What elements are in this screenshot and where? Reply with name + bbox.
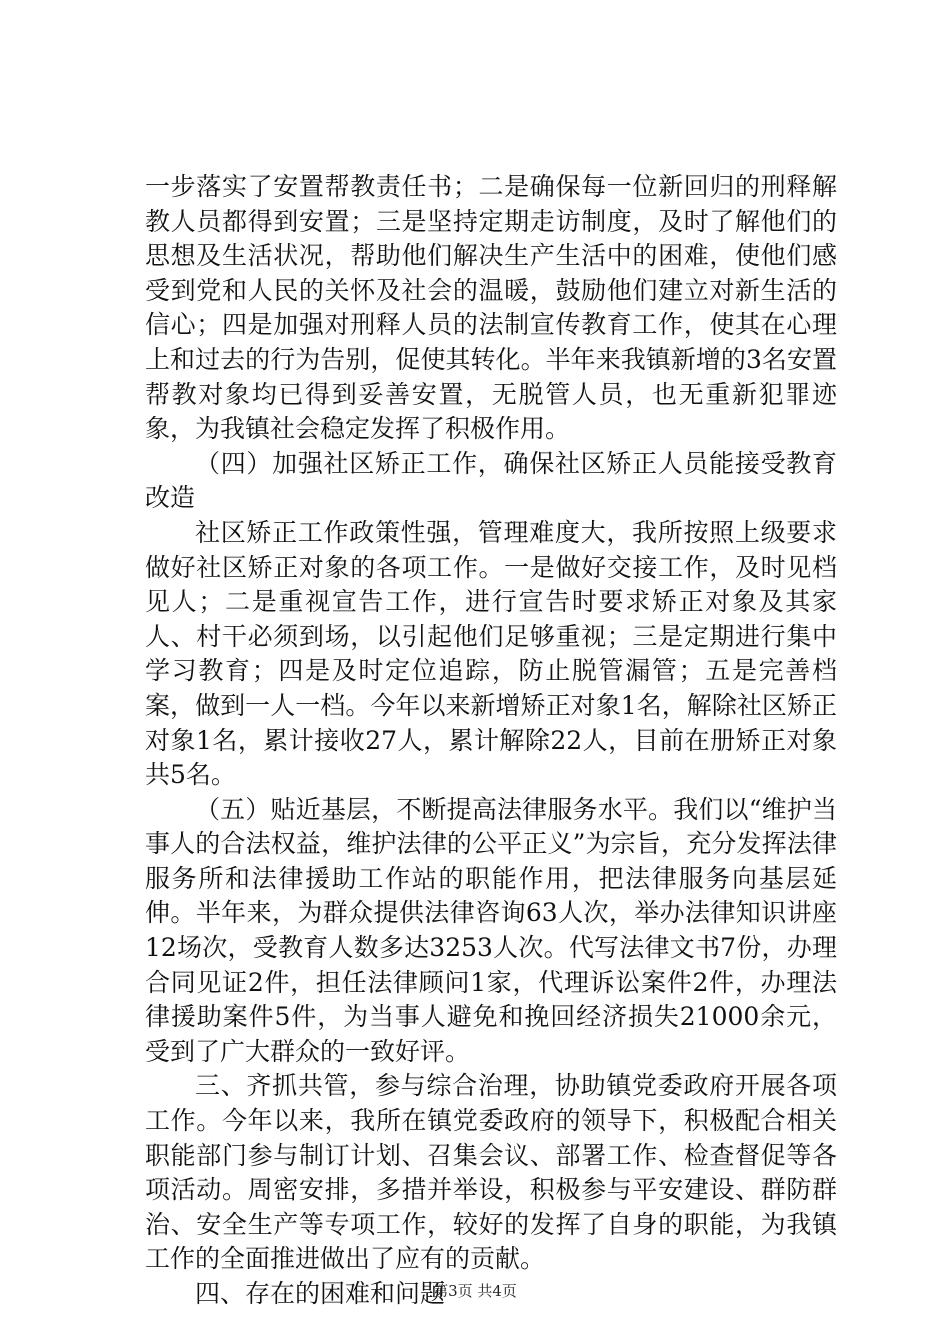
section-heading-difficulties: 四、存在的困难和问题 <box>195 1279 446 1308</box>
document-body <box>145 170 837 1312</box>
paragraph-community-correction: 社区矫正工作政策性强，管理难度大，我所按照上级要求做好社区矫正对象的各项工作。一是做好交接工作，及时见档见人；二是重视宣告工作，进行宣告时要求矫正对象及其家人、村干必须到场，以引起他们足够重视；三是定期进行集中学习教育；四是及时定位追踪，防止脱管漏管；五是完善档案，做到一人一档。今年以来新增矫正对象1名，解除社区矫正对象1名，累计接收27人，累计解除22人，目前在册矫正对象共5名。 <box>145 517 837 790</box>
paragraph-legal-services: （五）贴近基层，不断提高法律服务水平。我们以“维护当事人的合法权益，维护法律的公平正义”为宗旨，充分发挥法律服务所和法律援助工作站的职能作用，把法律服务向基层延伸。半年来，为群众提供法律咨询63人次，举办法律知识讲座12场次，受教育人数多达3253人次。代写法律文书7份，办理合同见证2件，担任法律顾问1家，代理诉讼案件2件，办理法律援助案件5件，为当事人避免和挽回经济损失21000余元，受到了广大群众的一致好评。 <box>145 794 837 1066</box>
paragraph-resettlement-continued: 一步落实了安置帮教责任书；二是确保每一位新回归的刑释解教人员都得到安置；三是坚持定期走访制度，及时了解他们的思想及生活状况，帮助他们解决生产生活中的困难，使他们感受到党和人民的关怀及社会的温暖，鼓励他们建立对新生活的信心；四是加强对刑释人员的法制宣传教育工作，使其在心理上和过去的行为告别，促使其转化。半年来我镇新增的3名安置帮教对象均已得到妥善安置，无脱管人员，也无重新犯罪迹象，为我镇社会稳定发挥了积极作用。 <box>145 172 837 444</box>
page-number-footer: 第3页 共4页 <box>433 1282 517 1300</box>
section-heading-community-correction: （四）加强社区矫正工作，确保社区矫正人员能接受教育改造 <box>145 448 837 513</box>
paragraph-comprehensive-governance: 三、齐抓共管，参与综合治理，协助镇党委政府开展各项工作。今年以来，我所在镇党委政府的领导下，积极配合相关职能部门参与制订计划、召集会议、部署工作、检查督促等各项活动。周密安排，多措并举设，积极参与平安建设、群防群治、安全生产等专项工作，较好的发挥了自身的职能，为我镇工作的全面推进做出了应有的贡献。 <box>145 1071 837 1274</box>
